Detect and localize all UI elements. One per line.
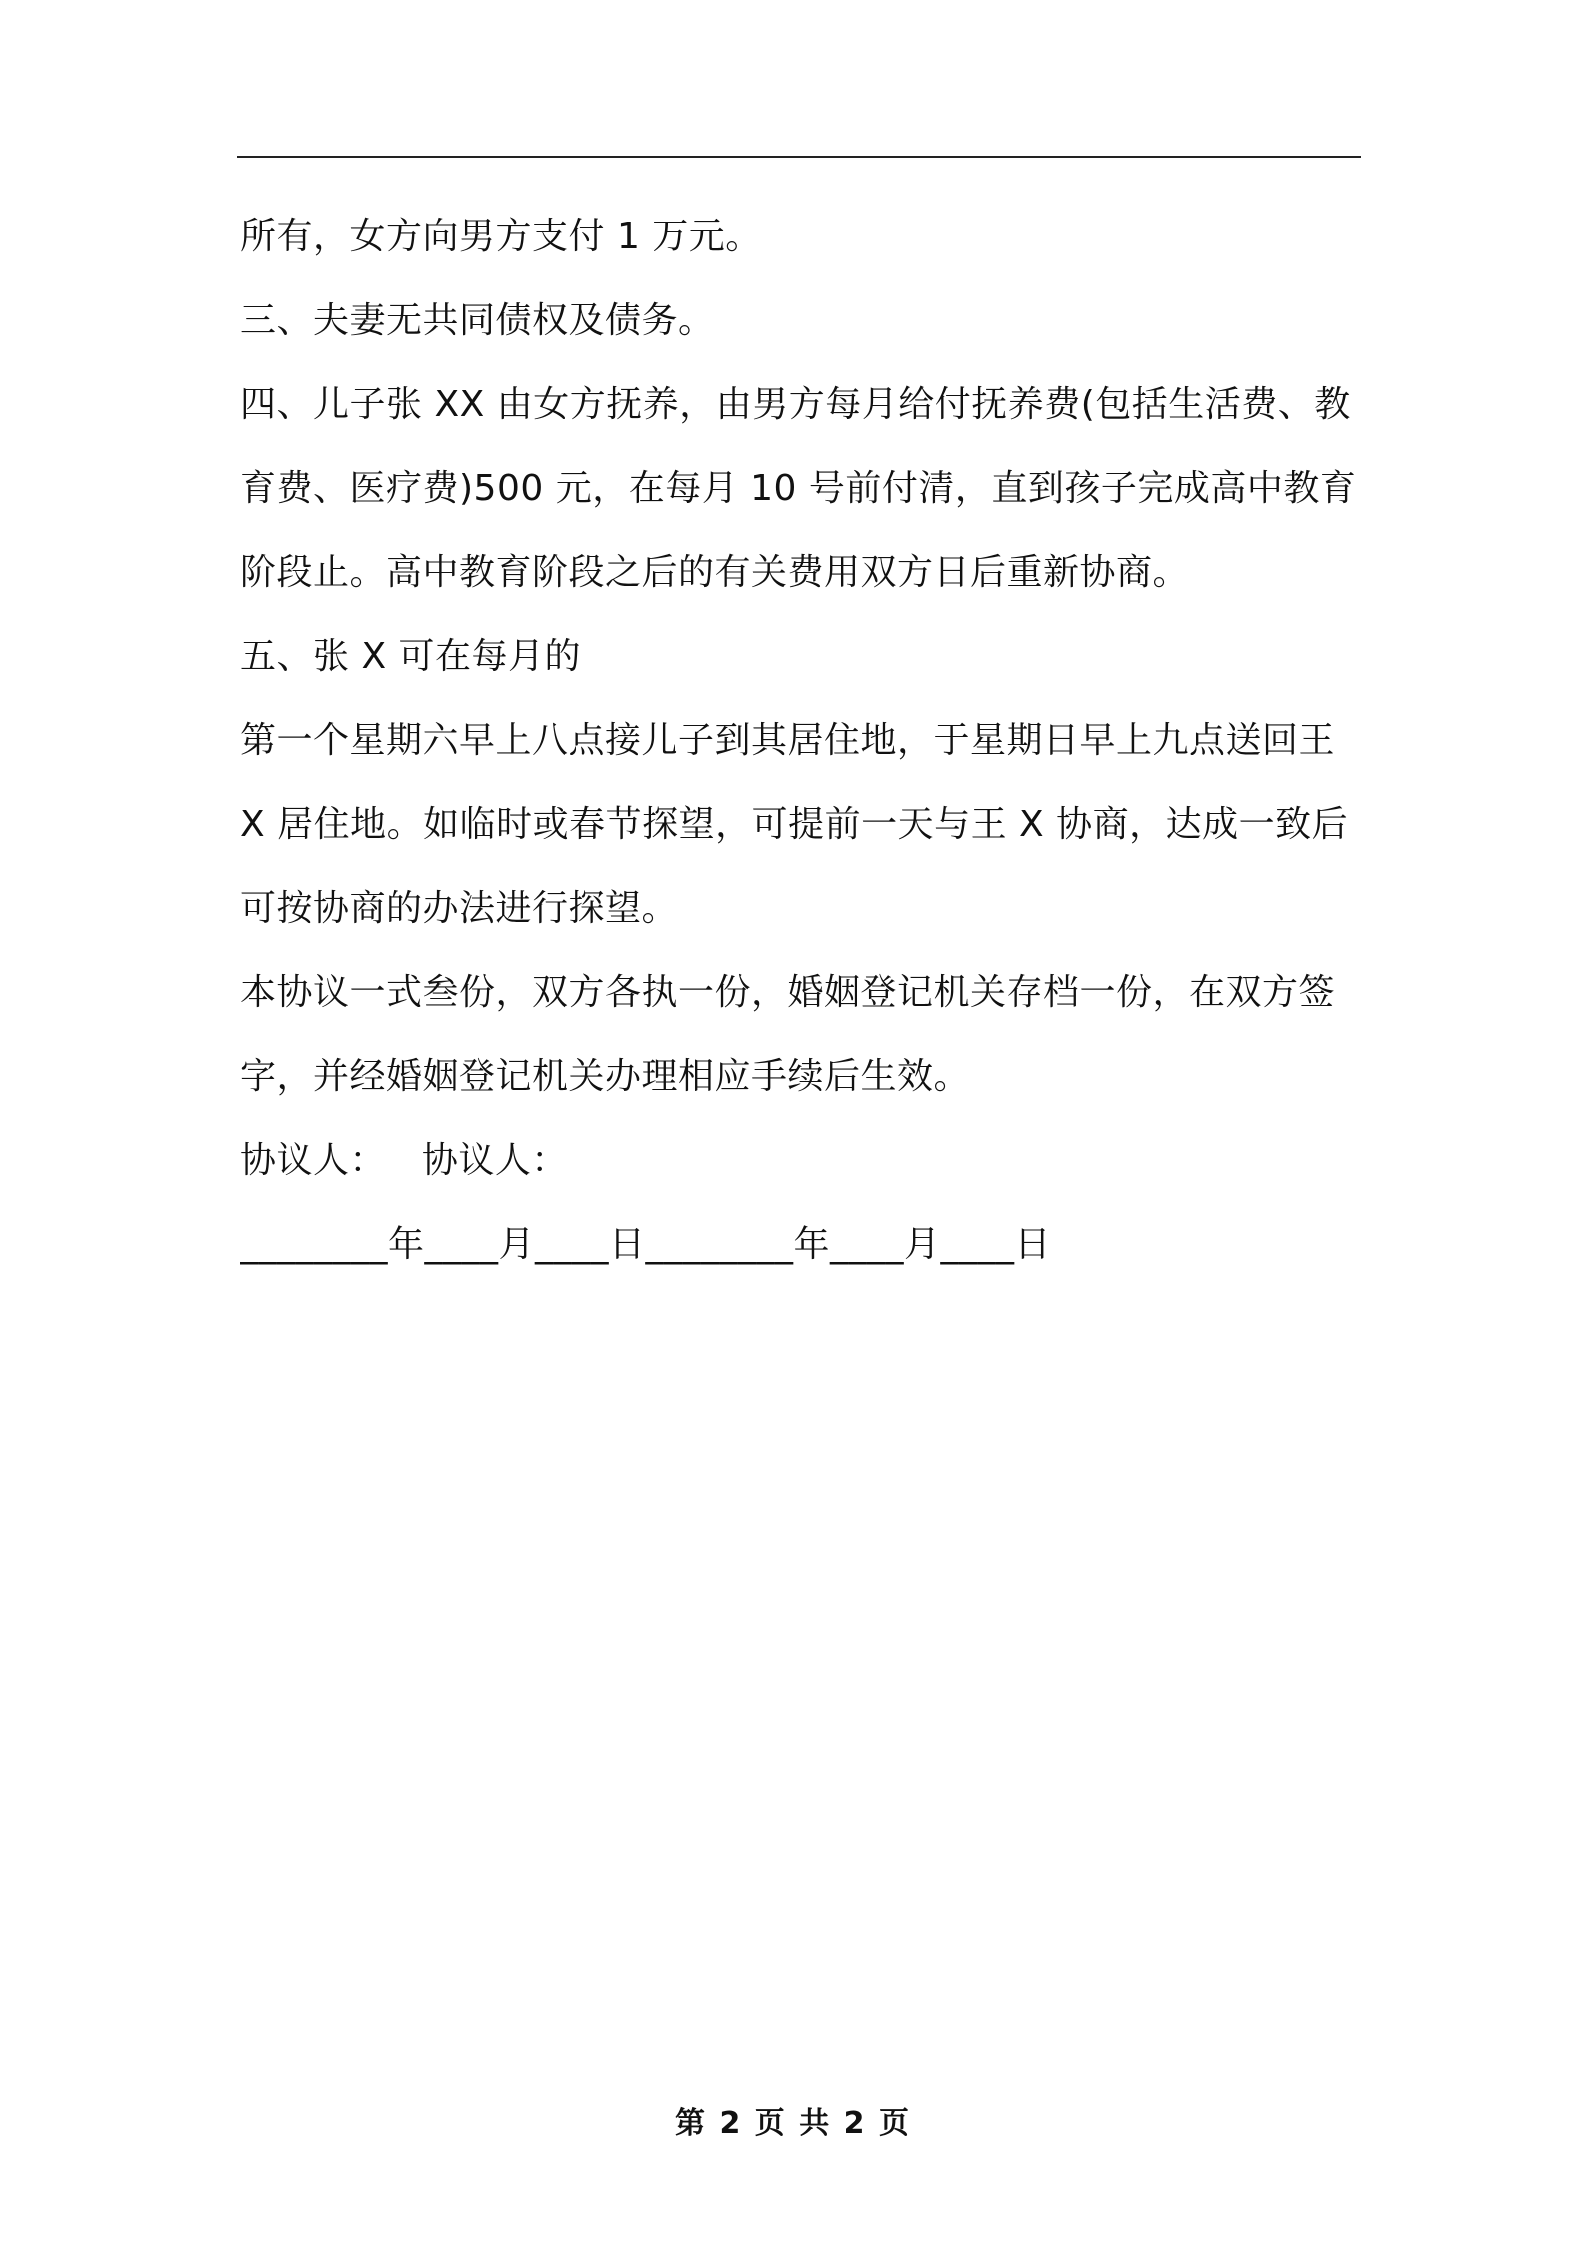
header-divider (237, 156, 1361, 158)
clause-four-line-1: 四、儿子张 XX 由女方抚养，由男方每月给付抚养费(包括生活费、教 (240, 384, 1351, 425)
agreement-body (240, 195, 1360, 1287)
clause-four-line-3: 阶段止。高中教育阶段之后的有关费用双方日后重新协商。 (240, 552, 1190, 593)
clause-five-line-1: 第一个星期六早上八点接儿子到其居住地，于星期日早上九点送回王 (240, 720, 1336, 761)
clause-three: 三、夫妻无共同债权及债务。 (240, 300, 715, 341)
signature-date-line: ________年____月____日________年____月____日 (240, 1224, 1051, 1265)
clause-five-heading: 五、张 X 可在每月的 (240, 636, 582, 677)
clause-four-line-2: 育费、医疗费)500 元，在每月 10 号前付清，直到孩子完成高中教育 (240, 468, 1357, 509)
validity-line-2: 字，并经婚姻登记机关办理相应手续后生效。 (240, 1056, 971, 1097)
signatory-labels: 协议人： 协议人： (240, 1140, 568, 1181)
text-line-payment: 所有，女方向男方支付 1 万元。 (240, 216, 762, 257)
clause-five-line-2: X 居住地。如临时或春节探望，可提前一天与王 X 协商，达成一致后 (240, 804, 1349, 845)
clause-five-line-3: 可按协商的办法进行探望。 (240, 888, 679, 929)
validity-line-1: 本协议一式叁份，双方各执一份，婚姻登记机关存档一份，在双方签 (240, 972, 1336, 1013)
page-number: 第 2 页 共 2 页 (675, 2106, 911, 2141)
